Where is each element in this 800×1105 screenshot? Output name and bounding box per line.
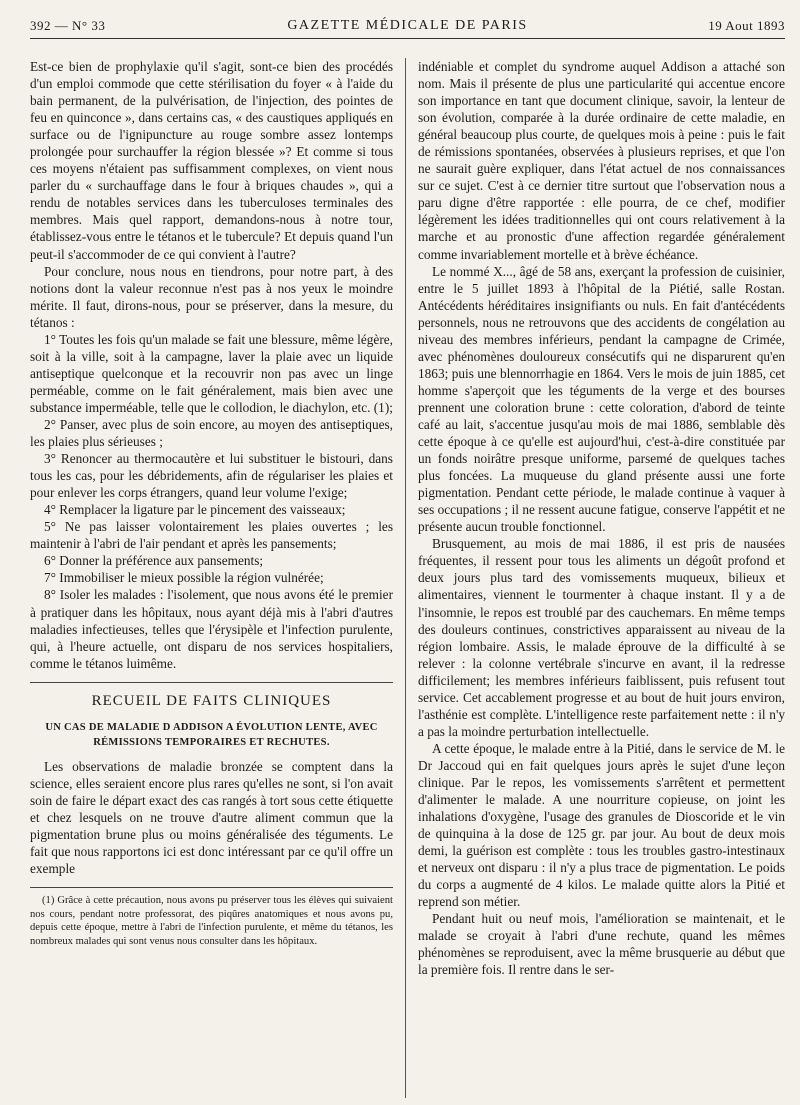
paragraph: Le nommé X..., âgé de 58 ans, exerçant la profession de cuisinier, entre le 5 juillet 1893 à l'hôpital de la Piétié, salle Rostan. Antécédents héréditaires insignifiants ou nuls. En fait d'antécédents personnels, nous ne retrouvons que des accidents de congélation au niveau des membres inférieurs, pendant la campagne de Crimée, avec phénomènes douloureux consécutifs qui ne disparurent qu'en 1863; puis une blennorrhagie en 1864. Vers le mois de juin 1885, cet homme s'aperçoit que les téguments de la verge et des bourses prennent une coloration brune : cette coloration, d'abord de teinte café au lait, s'accentue jusqu'au mois de mai 1886, semblable dès cette époque à ce qu'elle est aujourd'hui, c'est-à-dire constituée par un fonds noirâtre presque uniforme, parsemé de quelques taches plus foncées. La muqueuse du gland présente aussi une forte pigmentation. Pendant cette période, le malade continue à vaquer à ses occupations ; il ne ressent aucune fatigue, conserve l'appétit et ne présente aucun trouble fonctionnel. — [418, 263, 785, 535]
list-item: 2° Panser, avec plus de soin encore, au moyen des antiseptiques, les plaies plus sérieuses ; — [30, 416, 393, 450]
section-title: RECUEIL DE FAITS CLINIQUES — [91, 692, 332, 709]
list-item: 6° Donner la préférence aux pansements; — [44, 553, 264, 569]
page-number: 392 — N° 33 — [30, 18, 106, 33]
list-item: 8° Isoler les malades : l'isolement, que nous avons été le premier à pratiquer dans les hôpitaux, nous ayant déjà mis à l'abri d'autres maladies infectieuses, telles que l'érysipèle et l'infection purulente, qui, à l'heure actuelle, ont disparu de nos services hospitaliers, comme le tétanos luimême. — [30, 587, 393, 671]
footnote — [30, 887, 393, 948]
paragraph: A cette époque, le malade entre à la Pitié, dans le service de M. le Dr Jaccoud qui en fait quelques jours après le sujet d'une leçon clinique. Par le repos, les vomissements s'arrêtent et permettent d'alimenter le malade. A une nourriture copieuse, on joint les inhalations d'oxygène, l'usage des granules de Dioscoride et le vin de quinquina à la dose de 125 gr. par jour. Au bout de deux mois demi, la guérison est complète : tous les troubles gastro-intestinaux et nerveux ont disparu : il n'y a plus trace de pigmentation. Le poids du corps a augmenté de 4 kilos. Le malade quitte alors la Pitié et reprend son métier. — [418, 740, 785, 910]
paragraph: Brusquement, au mois de mai 1886, il est pris de nausées fréquentes, il ressent pour tous les aliments un dégoût profond et deux jours plus tard des vomissements muqueux, bilieux et alimentaires, viennent le tourmenter à chaque instant. Il y a de l'insomnie, le repos est troublé par des cauchemars. En même temps des douleurs continues, constrictives apparaissent au niveau de la région lombaire. Assis, le malade éprouve de la difficulté à se relever : la colonne vertébrale s'incurve en avant, il la redresse difficilement; les membres inférieurs faiblissent, puis refusent tout service. Cet accablement progresse et au bout de huit jours environ, l'asthénie est complète. L'intelligence reste parfaitement nette : il n'y a pas la moindre perturbation intellectuelle. — [418, 536, 785, 739]
list-item: 1° Toutes les fois qu'un malade se fait une blessure, même légère, soit à la ville, soit à la campagne, laver la plaie avec un liquide antiseptique quelconque et la recouvrir non pas avec un linge perméable, comme on le fait généralement, mais bien avec une substance imperméable, telle que le collodion, le diachylon, etc. (1); — [30, 331, 393, 415]
column-divider — [405, 58, 406, 1098]
paragraph: Est-ce bien de prophylaxie qu'il s'agit, sont-ce bien des procédés d'un emploi commode que cette stérilisation du foyer « à l'aide du bain permanent, de la pulvérisation, de l'injection, des pointes de feu en quinconce », dans certains cas, « des caustiques appliqués en surface ou de l'ignipuncture au rouge sombre assez lontemps prolongée pour surchauffer la région blessée »? Et comme si tous ces moyens n'étaient pas suffisamment complexes, on vient nous parler du « surchauffage dans le four à briques chaudes », qui a rendu de notables services dans les tuberculoses terminales des membres. Mais quel rapport, demandons-nous à notre tour, établissez-vous entre le tétanos et le tubercule? Et depuis quand l'un peut-il s'accommoder de ce qui convient à l'autre? — [30, 59, 393, 262]
page-header — [30, 14, 785, 39]
left-column — [30, 58, 393, 948]
issue-date: 19 Aout 1893 — [708, 18, 785, 33]
list-item: 5° Ne pas laisser volontairement les plaies ouvertes ; les maintenir à l'abri de l'air pendant et après les pansements; — [30, 519, 393, 552]
section-divider — [30, 682, 393, 683]
article-subtitle: UN CAS DE MALADIE D ADDISON A ÉVOLUTION LENTE, AVEC RÉMISSIONS TEMPORAIRES ET RECHUTES. — [45, 721, 378, 748]
paragraph: Les observations de maladie bronzée se comptent dans la science, elles seraient encore plus rares qu'elles ne sont, si l'on avait soin de faire le départ exact des cas rangés à tort sous cette étiquette et chez lesquels on ne trouve d'autre aliment commun que la pigmentation brune plus ou moins généralisée des téguments. Le fait que nous rapportons ici est donc intéressant par ce qu'il offre un exemple — [30, 758, 393, 877]
journal-title: GAZETTE MÉDICALE DE PARIS — [287, 18, 528, 33]
list-item: 3° Renoncer au thermocautère et lui substituer le bistouri, dans tous les cas, pour les débridements, afin de régulariser les plaies et pour enlever les corps étrangers, quand leur volume l'exige; — [30, 451, 393, 501]
list-item: 4° Remplacer la ligature par le pincement des vaisseaux; — [44, 502, 346, 518]
paragraph: Pendant huit ou neuf mois, l'amélioration se maintenait, et le malade se croyait à l'abri d'une rechute, quand les mêmes phénomènes se reproduisent, avec la même brusquerie au début que la première fois. Il rentre dans le ser- — [418, 911, 785, 978]
list-item: 7° Immobiliser le mieux possible la région vulnérée; — [44, 570, 324, 586]
right-column — [418, 58, 785, 979]
paragraph: indéniable et complet du syndrome auquel Addison a attaché son nom. Mais il présente de plus une particularité qui accentue encore son importance en tant que document clinique, savoir, la lenteur de son évolution, comparée à la durée ordinaire de cette maladie, en général beaucoup plus courte, de quelques mois à peine : puis le fait de rémissions spontanées, observées à plusieurs reprises, et que l'on ne saurait guère expliquer, dans l'état actuel de nos connaissances sur ce sujet. C'est à ce dernier titre surtout que l'observation nous a paru digne d'être rapportée : elle pourra, de ce chef, modifier légèrement les idées traditionnelles qui ont cours relativement à la marche et au pronostic d'une affection regardée généralement comme invariablement mortelle et à brève échéance. — [418, 59, 785, 262]
paragraph: Pour conclure, nous nous en tiendrons, pour notre part, à des notions dont la valeur reconnue n'est pas à nos yeux le moindre mérite. Il faut, dirons-nous, pour se préserver, dans la mesure, du tétanos : — [30, 263, 393, 330]
footnote-text: (1) Grâce à cette précaution, nous avons pu préserver tous les élèves qui suivaient nos cours, pendant notre professorat, des piqûres anatomiques et nous avons pu, depuis cette époque, mettre à l'abri de l'infection purulente, et même du tétanos, les nombreux malades qui sont venus nous consulter dans les hôpitaux. — [30, 895, 393, 947]
